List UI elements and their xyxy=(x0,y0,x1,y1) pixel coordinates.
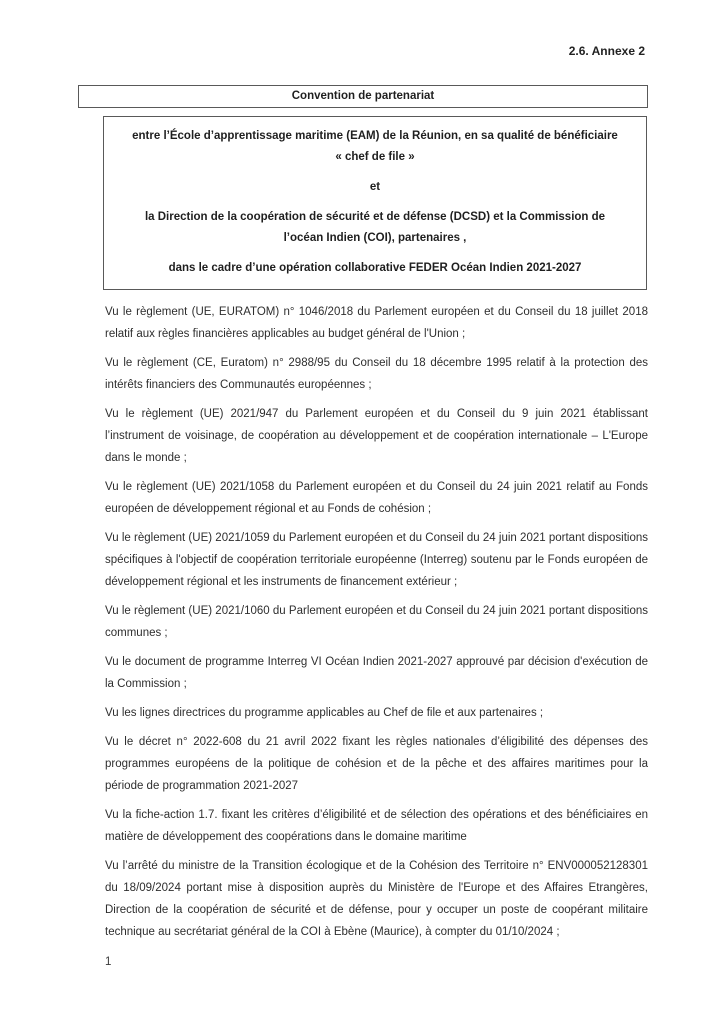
recital-paragraph: Vu le règlement (UE) 2021/1060 du Parlement européen et du Conseil du 24 juin 2021 portant dispositions communes ; xyxy=(105,605,648,639)
parties-line-and: et xyxy=(369,181,381,193)
title-box xyxy=(78,85,648,108)
recital-paragraph: Vu la fiche-action 1.7. fixant les critères d’éligibilité et de sélection des opérations et des bénéficiaires en matière de développement des coopérations dans le domaine maritime xyxy=(105,809,648,843)
recitals-section xyxy=(105,301,648,950)
annex-label: 2.6. Annexe 2 xyxy=(568,44,645,58)
recital-paragraph: Vu le règlement (UE, EURATOM) n° 1046/2018 du Parlement européen et du Conseil du 18 juillet 2018 relatif aux règles financières applicables au budget général de l'Union ; xyxy=(105,306,648,340)
parties-box xyxy=(103,116,647,290)
document-title: Convention de partenariat xyxy=(291,90,435,102)
recital-paragraph: Vu le règlement (UE) 2021/947 du Parlement européen et du Conseil du 9 juin 2021 établissant l’instrument de voisinage, de coopération au développement et de coopération internationale – L'Europe dans le monde ; xyxy=(105,408,648,464)
recital-paragraph: Vu le document de programme Interreg VI Océan Indien 2021-2027 approuvé par décision d'exécution de la Commission ; xyxy=(105,656,648,690)
recital-paragraph: Vu l’arrêté du ministre de la Transition écologique et de la Cohésion des Territoire n° ENV000052128301 du 18/09/2024 portant mise à disposition auprès du Ministère de l'Europe et des Affaires Etrangères, Direction de la coopération de sécurité et de défense, pour y occuper un poste de coopérant militaire technique au secrétariat général de la COI à Ebène (Maurice), à compter du 01/10/2024 ; xyxy=(105,860,648,938)
recital-paragraph: Vu le règlement (UE) 2021/1058 du Parlement européen et du Conseil du 24 juin 2021 relatif au Fonds européen de développement régional et au Fonds de cohésion ; xyxy=(105,481,648,515)
parties-line-framework: dans le cadre d’une opération collaborative FEDER Océan Indien 2021-2027 xyxy=(168,262,582,274)
recital-paragraph: Vu le règlement (UE) 2021/1059 du Parlement européen et du Conseil du 24 juin 2021 portant dispositions spécifiques à l'objectif de coopération territoriale européenne (Interreg) soutenu par le Fonds européen de développement régional et les instruments de financement extérieur ; xyxy=(105,532,648,588)
recital-paragraph: Vu les lignes directrices du programme applicables au Chef de file et aux partenaires ; xyxy=(105,707,544,719)
recital-paragraph: Vu le décret n° 2022-608 du 21 avril 2022 fixant les règles nationales d’éligibilité des dépenses des programmes européens de la politique de cohésion et de la pêche et des affaires maritimes pour la période de programmation 2021-2027 xyxy=(105,736,648,792)
parties-line-partners: la Direction de la coopération de sécurité et de défense (DCSD) et la Commission de l’océan Indien (COI), partenaires , xyxy=(144,211,606,244)
parties-line-beneficiary: entre l’École d’apprentissage maritime (EAM) de la Réunion, en sa qualité de bénéficiaire « chef de file » xyxy=(132,130,618,163)
page-number: 1 xyxy=(105,956,112,968)
recital-paragraph: Vu le règlement (CE, Euratom) n° 2988/95 du Conseil du 18 décembre 1995 relatif à la protection des intérêts financiers des Communautés européennes ; xyxy=(105,357,648,391)
